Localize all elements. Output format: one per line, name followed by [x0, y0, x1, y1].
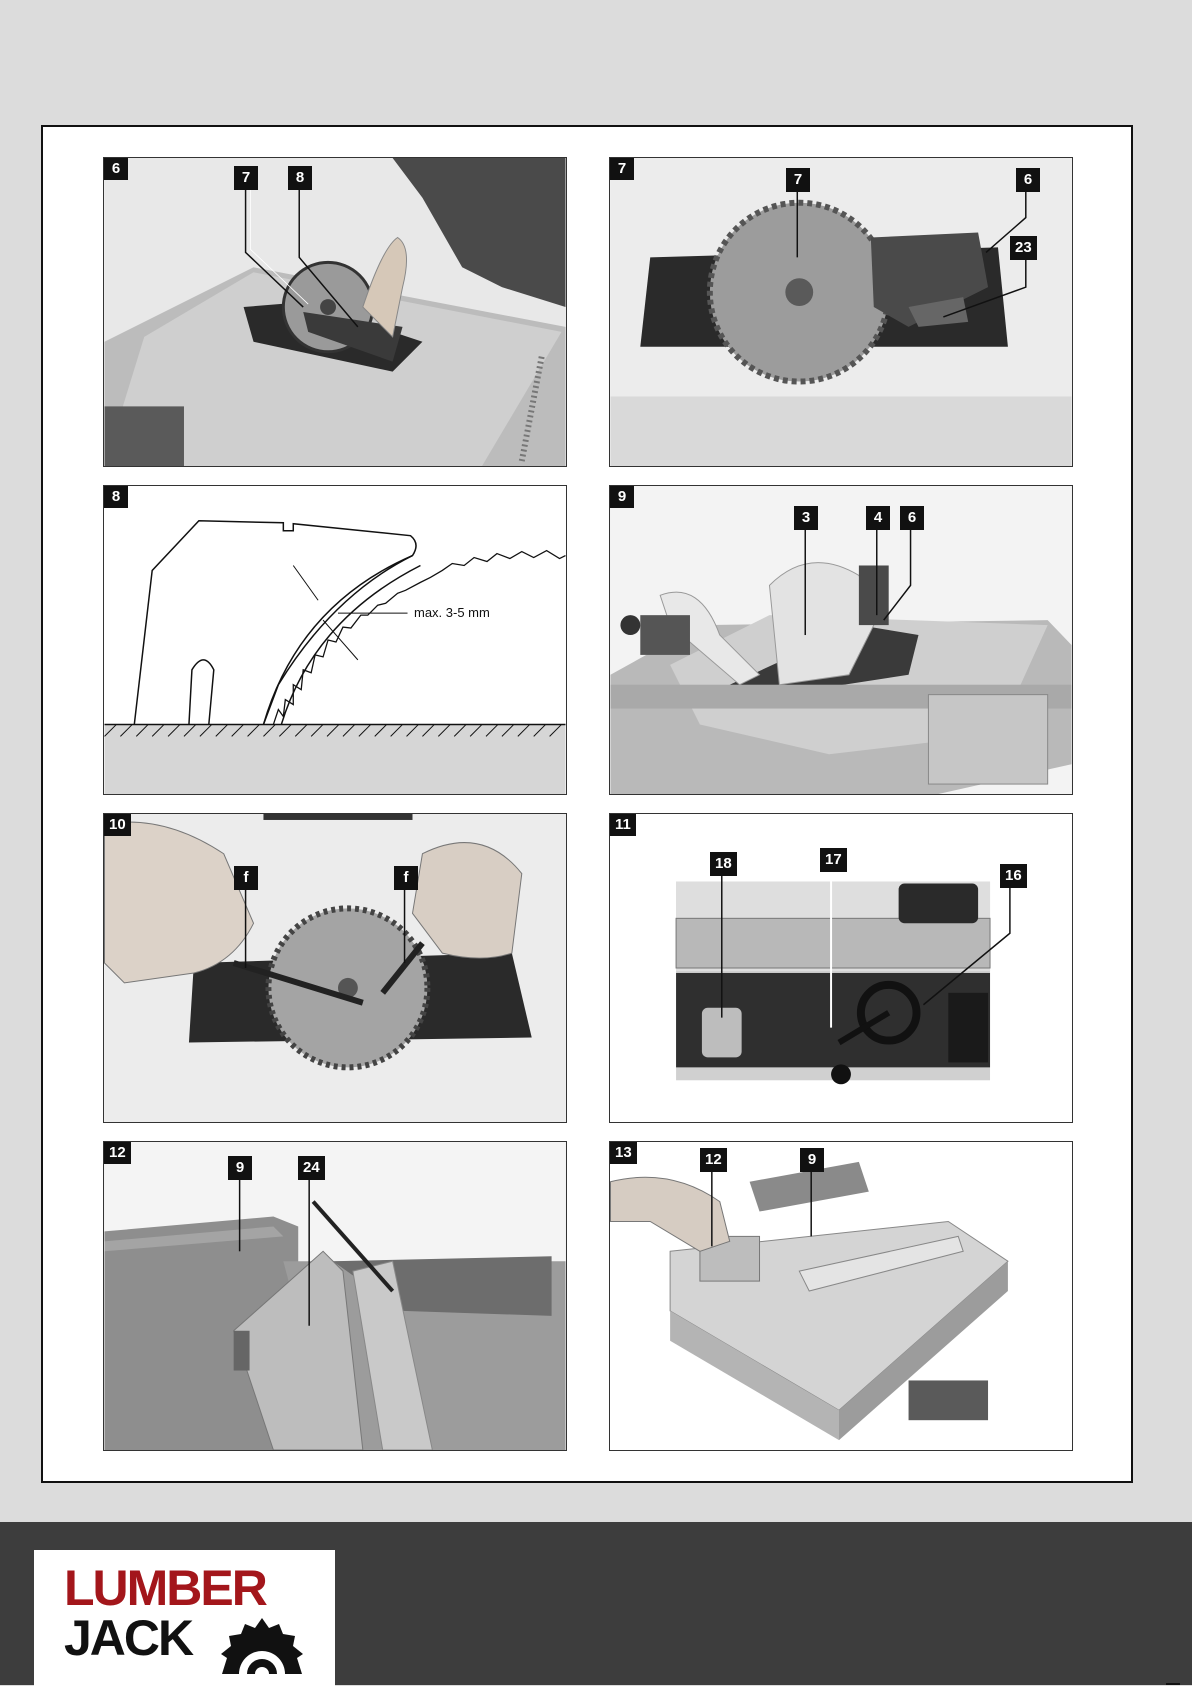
callout-label: 23: [1010, 236, 1037, 260]
figure-12-number: 12: [104, 1142, 131, 1164]
figure-11-panel: [609, 813, 1073, 1123]
figure-7-number: 7: [610, 158, 634, 180]
callout-label: 6: [1016, 168, 1040, 192]
logo-word-jack: JACK: [64, 1610, 193, 1666]
callout-label: 12: [700, 1148, 727, 1172]
figure-10-panel: [103, 813, 567, 1123]
callout-label: 18: [710, 852, 737, 876]
saw-blade-icon: [217, 1616, 307, 1676]
callout-label: f: [234, 866, 258, 890]
figure-13-number: 13: [610, 1142, 637, 1164]
callout-label: 3: [794, 506, 818, 530]
figure-9-number: 9: [610, 486, 634, 508]
callout-label: 9: [228, 1156, 252, 1180]
figure-8-panel: [103, 485, 567, 795]
clearance-annotation: max. 3-5 mm: [414, 605, 490, 620]
figure-6-number: 6: [104, 158, 128, 180]
callout-label: 8: [288, 166, 312, 190]
callout-label: 24: [298, 1156, 325, 1180]
callout-label: 7: [234, 166, 258, 190]
brand-logo: [34, 1550, 335, 1686]
figure-8-diagram: [104, 486, 566, 794]
leader-lines: [104, 1142, 566, 1450]
figure-10-number: 10: [104, 814, 131, 836]
figure-8-number: 8: [104, 486, 128, 508]
figure-6-panel: [103, 157, 567, 467]
callout-label: 17: [820, 848, 847, 872]
figure-7-panel: [609, 157, 1073, 467]
figure-13-panel: [609, 1141, 1073, 1451]
logo-word-lumber: LUMBER: [64, 1560, 266, 1616]
leader-lines: [610, 486, 1072, 794]
figure-9-panel: [609, 485, 1073, 795]
leader-lines: [610, 158, 1072, 466]
callout-label: 16: [1000, 864, 1027, 888]
callout-label: 9: [800, 1148, 824, 1172]
callout-label: 6: [900, 506, 924, 530]
figure-sheet: [41, 125, 1133, 1483]
callout-label: 7: [786, 168, 810, 192]
leader-lines: [610, 1142, 1072, 1450]
figure-12-panel: [103, 1141, 567, 1451]
callout-label: 4: [866, 506, 890, 530]
figure-11-number: 11: [610, 814, 636, 836]
leader-lines: [104, 158, 566, 466]
callout-label: f: [394, 866, 418, 890]
leader-lines: [104, 814, 566, 1122]
